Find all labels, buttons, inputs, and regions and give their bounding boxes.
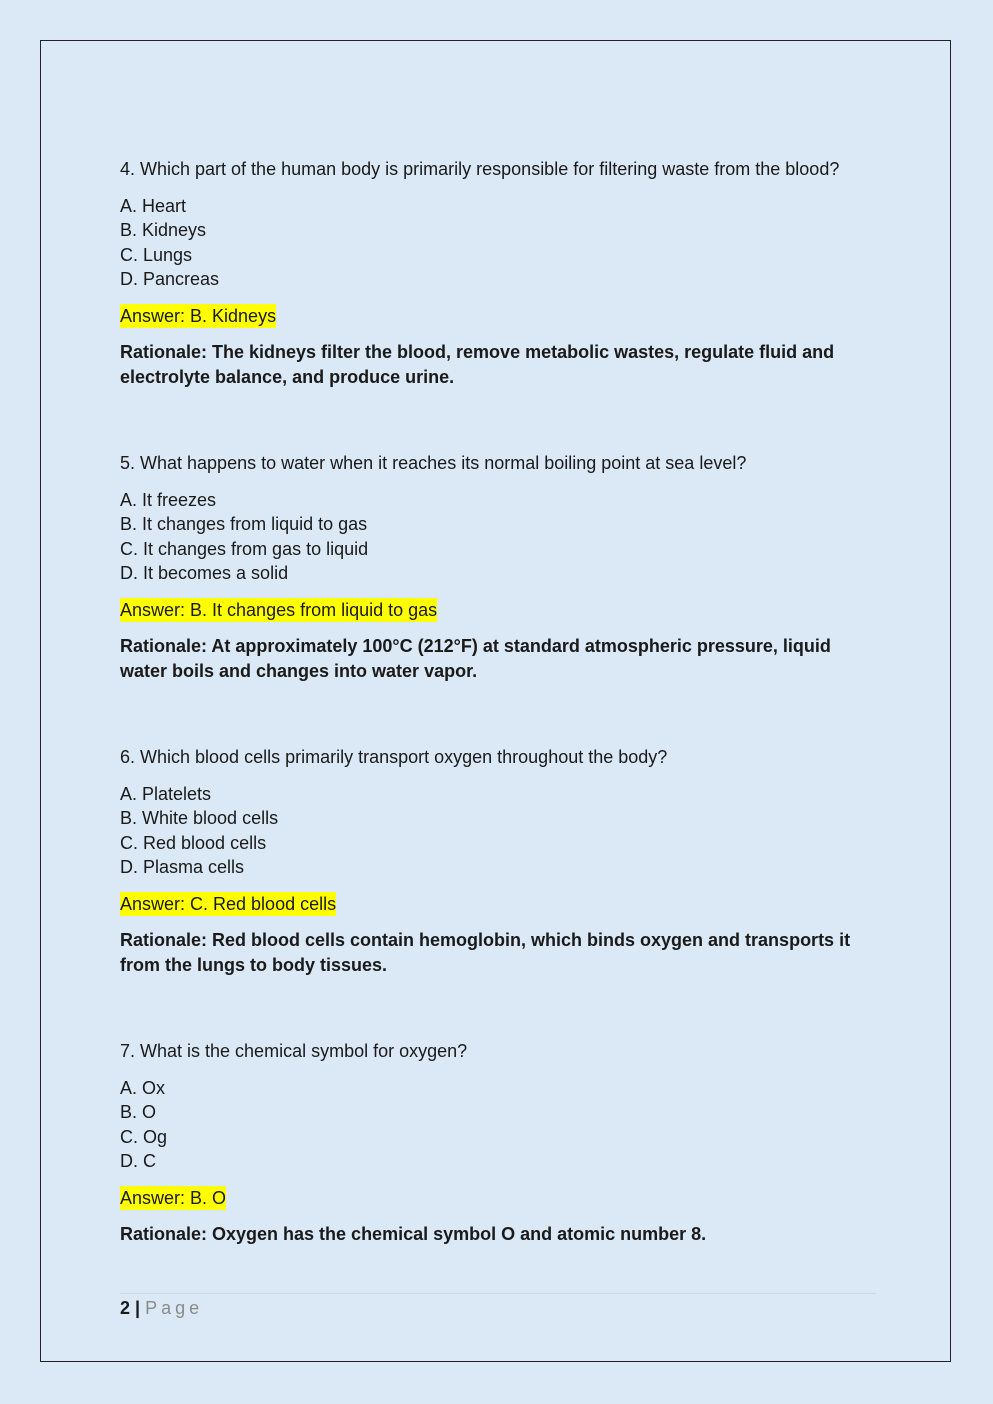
answer-highlight: Answer: B. It changes from liquid to gas [120, 598, 437, 623]
answer-highlight: Answer: C. Red blood cells [120, 892, 336, 917]
rationale-text: Rationale: At approximately 100°C (212°F) at standard atmospheric pressure, liquid water boils and changes into water vapor. [120, 636, 831, 681]
options-list [120, 194, 880, 292]
document-content [120, 157, 880, 1309]
rationale-text: Rationale: Red blood cells contain hemoglobin, which binds oxygen and transports it from the lungs to body tissues. [120, 930, 851, 975]
question-text: 5. What happens to water when it reaches its normal boiling point at sea level? [120, 453, 747, 473]
options-list [120, 488, 880, 586]
option: C. Og [120, 1126, 168, 1147]
option: D. Plasma cells [120, 857, 245, 877]
option: A. Heart [120, 195, 187, 216]
page-footer [120, 1293, 876, 1319]
option: D. It becomes a solid [120, 563, 289, 583]
option: B. O [120, 1102, 157, 1122]
question-block [120, 745, 880, 977]
option: C. Red blood cells [120, 832, 267, 853]
option: C. Lungs [120, 244, 193, 265]
option: B. White blood cells [120, 808, 279, 828]
option: D. C [120, 1151, 156, 1171]
question-block [120, 451, 880, 683]
option: D. Pancreas [120, 269, 220, 289]
question-text: 7. What is the chemical symbol for oxygen? [120, 1041, 468, 1061]
option: A. Ox [120, 1077, 166, 1098]
question-text: 4. Which part of the human body is primarily responsible for filtering waste from the blood? [120, 159, 840, 179]
question-text: 6. Which blood cells primarily transport oxygen throughout the body? [120, 747, 668, 767]
answer-highlight: Answer: B. O [120, 1186, 226, 1211]
option: A. It freezes [120, 489, 217, 510]
option: C. It changes from gas to liquid [120, 538, 369, 559]
page-separator: | [135, 1298, 141, 1318]
page-label: Page [145, 1298, 204, 1318]
option: B. Kidneys [120, 220, 207, 240]
option: A. Platelets [120, 783, 212, 804]
page-number: 2 [120, 1298, 131, 1318]
answer-highlight: Answer: B. Kidneys [120, 304, 276, 329]
question-block [120, 157, 880, 389]
rationale-text: Rationale: The kidneys filter the blood, remove metabolic wastes, regulate fluid and electrolyte balance, and produce urine. [120, 342, 835, 387]
question-block [120, 1039, 880, 1247]
option: B. It changes from liquid to gas [120, 514, 368, 534]
rationale-text: Rationale: Oxygen has the chemical symbol O and atomic number 8. [120, 1224, 707, 1244]
options-list [120, 782, 880, 880]
options-list [120, 1076, 880, 1174]
